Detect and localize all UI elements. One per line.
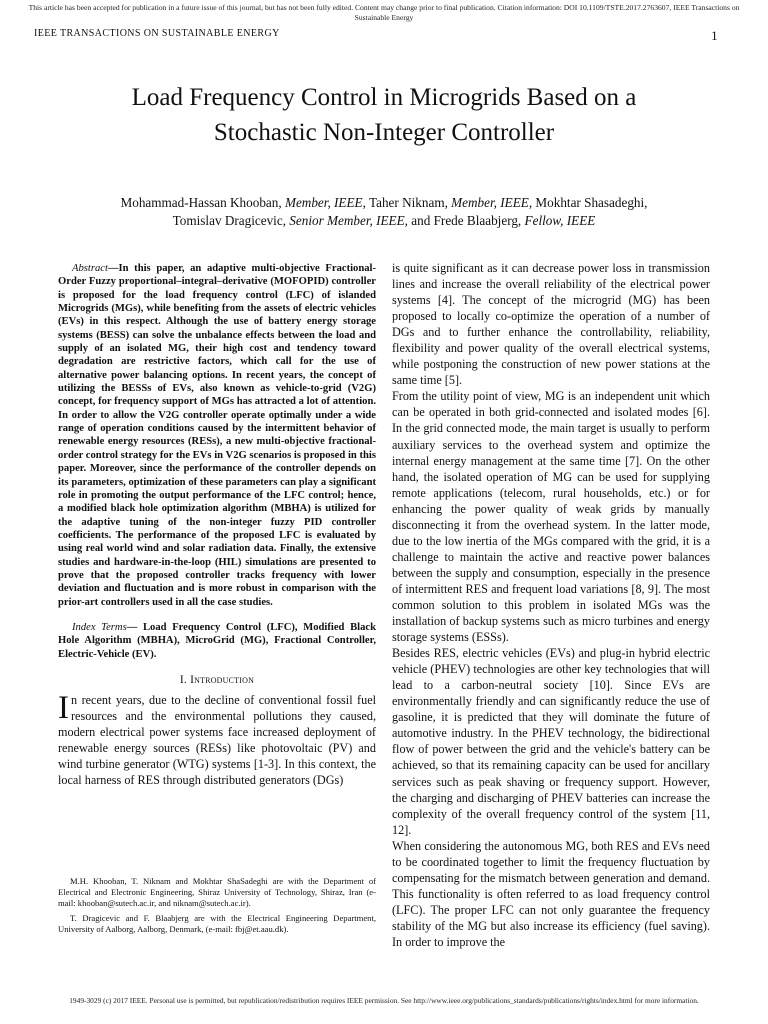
footnote: M.H. Khooban, T. Niknam and Mokhtar ShaSadeghi are with the Department of Electrical and Electronic Engineering, Shiraz University of Technology, Shiraz, Iran (e-mail: khooban@sutech.ac.ir, and niknam@sutech.ac.ir). [58,876,376,909]
body-paragraph: When considering the autonomous MG, both RES and EVs need to be coordinated together to limit the frequency fluctuation by compensating for the mismatch between generation and demand. This functionality is often referred to as load frequency control (LFC). The proper LFC can not only guarantee the frequency stability of the MG but also increase its efficiency (fuel saving). In order to improve the [392,838,710,949]
author-line-2 [60,212,708,230]
drop-cap: I [58,689,69,726]
body-paragraph: From the utility point of view, MG is an independent unit which can be operated in both grid-connected and isolated modes [6]. In the grid connected mode, the main target is usually to perform auxiliary services to the overhead system and optimize the internal energy management at the same time [7]. On the other hand, the isolated operation of MG can be used for supplying remote applications (telecom, rural households, etc.) or for enhancing the power quality of weak grids by manually disconnecting it from the overhead system. In the latter mode, due to the low inertia of the MGs compared with the grid, it is a challenge to maintain the active and reactive power balances between the supply and consumption, especially in the presence of intermittent RES and frequent load variations [8, 9]. The most common solution to this problem in isolated MGs was the installation of backup systems such as micro turbines and energy storage systems (ESSs). [392,389,710,645]
section-number: I. [179,673,191,686]
publication-notice-banner: This article has been accepted for publication in a future issue of this journal, but has not been fully edited. Content may change prior to final publication. Citation information: DOI 10.1109/TSTE.2017.2763607, IEEE Transactions on Sustainable Energy [28,3,740,22]
author-name: , Mokhtar Shasadeghi, [528,195,648,210]
author-name: , Taher Niknam, [362,195,452,210]
page-number: 1 [711,28,718,43]
index-terms-text: — Load Frequency Control (LFC), Modified Black Hole Algorithm (MBHA), MicroGrid (MG), Fractional Controller, Electric-Vehicle (EV). [58,621,376,660]
author-affiliation-footnotes [58,876,376,938]
body-paragraph: Besides RES, electric vehicles (EVs) and plug-in hybrid electric vehicle (PHEV) technologies are other key technologies that will lead to a carbon-neutral society [10]. Since EVs are environmentally friendly and can significantly reduce the use of gasoline, it is predicted that they will dominate the future of automotive industry. In the PHEV technology, the bidirectional flow of power between the grid and the vehicle's battery can be achieved, so that its remaining capacity can be used for ancillary services such as peak shaving or frequency support. However, the charging and discharging of PHEV batteries can increase the complexity of the overall frequency control of the system [11, 12]. [392,646,710,837]
body-paragraph: is quite significant as it can decrease power loss in transmission lines and increase the overall reliability of the electrical power systems [4]. The concept of the microgrid (MG) has been proposed to locally co-optimize the operation of a number of DGs and to further enhance the controllability, reliability, flexibility and power quality of the overall electrical systems, while postponing the construction of new power stations at the same time [5]. [392,261,710,388]
section-title: Introduction [190,673,255,686]
author-name: and Frede Blaabjerg, [407,213,525,228]
abstract-label: Abstract [72,263,108,274]
abstract [58,262,376,609]
author-membership: Fellow, IEEE [524,213,596,228]
author-membership: Member, IEEE [451,195,529,210]
copyright-footer: 1949-3029 (c) 2017 IEEE. Personal use is permitted, but republication/redistribution requires IEEE permission. See http://www.ieee.org/publications_standards/publications/rights/index.html for more information. [69,996,699,1005]
author-membership: Member, IEEE [284,195,363,210]
left-column [58,262,376,788]
paper-title [60,80,708,150]
journal-name: IEEE TRANSACTIONS ON SUSTAINABLE ENERGY [34,28,280,39]
index-terms-label: Index Terms [72,621,127,633]
paper-title-line-2: Stochastic Non-Integer Controller [213,119,555,146]
author-membership: Senior Member, IEEE, [289,213,408,228]
abstract-text: —In this paper, an adaptive multi-objective Fractional-Order Fuzzy proportional–integral–derivative (MOFOPID) controller is proposed for the load frequency control (LFC) of islanded Microgrids (MGs), while benefiting from the assets of electric vehicles (EVs) in this respect. Although the use of battery energy storage systems (BESS) can solve the unbalance effects between the load and supply of an isolated MG, their high cost and tendency toward degradation are restrictive factors, which call for the use of alternative power balancing options. In recent years, the concept of utilizing the BESSs of EVs, also known as vehicle-to-grid (V2G) concept, for frequency support of MGs has attracted a lot of attention. In order to allow the V2G controller operate optimally under a wide range of operation conditions caused by the intermittent behavior of renewable energy resources (RESs), a new multi-objective fractional-order control strategy for the EVs in V2G scenarios is proposed in this paper. Moreover, since the performance of the controller depends on its parameters, optimization of these parameters can play a significant role in promoting the output performance of the LFC control; hence, a modified black hole optimization algorithm (MBHA) is utilized for the adaptive tuning of the non-integer fuzzy PID controller coefficients. The performance of the proposed LFC is evaluated by using real world wind and solar radiation data. Finally, the extensive studies and hardware-in-the-loop (HIL) simulations are presented to prove that the proposed controller tracks frequency with lower deviation and fluctuation and is more robust in comparison with the prior-art controllers used in all the case studies. [58,263,376,608]
author-line-1 [60,194,708,212]
introduction-text: n recent years, due to the decline of conventional fossil fuel resources and the environmental pollutions they caused, modern electrical power systems face increased deployment of renewable energy sources (RESs) like photovoltaic (PV) and wind turbine generator (WTG) systems [1-3]. In this context, the local harness of RES through distributed generators (DGs) [58,692,376,787]
introduction-paragraph [58,689,376,788]
index-terms [58,621,376,661]
section-heading-introduction [58,674,376,686]
author-list [60,194,708,230]
author-name: Tomislav Dragicevic, [172,213,290,228]
author-name: Mohammad-Hassan Khooban, [120,195,285,210]
paper-title-line-1: Load Frequency Control in Microgrids Based on a [131,84,637,111]
footnote: T. Dragicevic and F. Blaabjerg are with the Electrical Engineering Department, University of Aalborg, Aalborg, Denmark, (e-mail: fbj@et.aau.dk). [58,912,376,934]
right-column [392,260,710,950]
